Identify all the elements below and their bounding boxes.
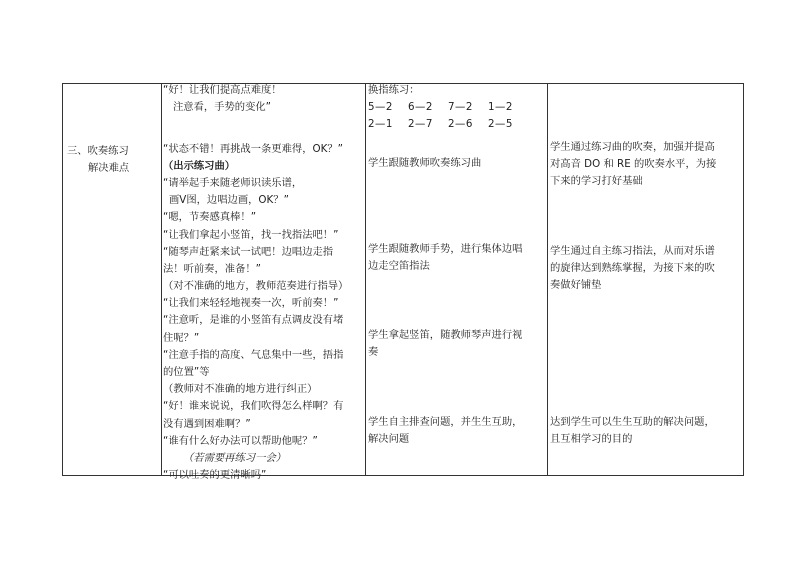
teacher-line: “可以吐奏的更清晰吗” [163, 469, 267, 482]
column-divider [161, 84, 162, 475]
intent-line: 达到学生可以生生互助的解决问题， [550, 416, 715, 429]
exercise-title: 换指练习： [368, 84, 420, 96]
design-intent-cell [550, 84, 716, 449]
teacher-line: “好！让我们提高点难度！ [163, 84, 282, 96]
teacher-line: 没有遇到困难啊？” [163, 417, 251, 430]
intent-line: 学生通过自主练习指法，从而对乐谱 [550, 244, 715, 257]
teacher-line: 住呢？” [163, 331, 200, 344]
stage-title: 三、吹奏练习 [67, 145, 129, 157]
teacher-line: “注意听，是谁的小竖笛有点调皮没有堵 [163, 314, 344, 327]
exercise-row: 5—2 6—2 7—2 1—2 [368, 101, 513, 114]
teacher-line: “好！谁来说说，我们吹得怎么样啊？有 [163, 400, 344, 413]
student-line: 奏 [368, 346, 379, 359]
teacher-line-bold: （出示练习曲） [163, 159, 236, 172]
teacher-line: “状态不错！再挑战一条更难得，OK？” [163, 142, 343, 155]
student-line: 学生跟随教师吹奏练习曲 [368, 156, 482, 169]
teacher-line: “注意手指的高度、气息集中一些，捂指 [163, 348, 344, 361]
intent-line: 的旋律达到熟练掌握，为接下来的吹 [550, 261, 715, 274]
column-divider [547, 84, 548, 475]
teacher-line: “让我们来轻轻地视奏一次，听前奏！” [163, 297, 339, 310]
teacher-line: 注意看，手势的变化” [173, 101, 272, 114]
student-line: 学生自主排查问题，并生生互助， [368, 415, 523, 428]
stage-subtitle: 解决难点 [88, 162, 130, 175]
teacher-line: “请举起手来随老师识读乐谱， [163, 176, 303, 189]
student-line: 边走空笛指法 [368, 259, 430, 272]
column-divider [365, 84, 366, 475]
teacher-activity-cell [163, 84, 348, 484]
teacher-line: “谁有什么好办法可以帮助他呢？” [163, 434, 318, 447]
teacher-line: 的位置”等 [163, 366, 210, 378]
teacher-line: 画Ⅴ图，边唱边画，OK？” [169, 194, 289, 207]
student-line: 解决问题 [368, 432, 410, 445]
exercise-row: 2—1 2—7 2—6 2—5 [368, 118, 513, 131]
teacher-line: “让我们拿起小竖笛，找一找指法吧！” [163, 228, 339, 241]
student-line: 学生拿起竖笛，随教师琴声进行视 [368, 329, 523, 342]
teacher-line: “随琴声赶紧来试一试吧！边唱边走指 [163, 245, 334, 258]
lesson-plan-table [62, 83, 744, 482]
teacher-line: “嗯，节奏感真棒！” [163, 211, 257, 224]
intent-line: 且互相学习的目的 [550, 433, 633, 446]
intent-line: 学生通过练习曲的吹奏，加强并提高 [550, 141, 715, 153]
intent-line: 对高音 DO 和 RE 的吹奏水平，为接 [550, 158, 717, 171]
blank-line [163, 116, 348, 133]
teacher-line: （对不准确的地方，教师范奏进行指导） [163, 280, 349, 293]
teacher-line: （教师对不准确的地方进行纠正） [163, 383, 318, 396]
intent-line: 下来的学习打好基础 [550, 175, 643, 188]
teacher-line-italic: （若需要再练习一会） [183, 451, 286, 464]
student-line: 学生跟随教师手势，进行集体边唱 [368, 242, 523, 255]
student-activity-cell [368, 84, 522, 448]
intent-line: 奏做好铺垫 [550, 278, 602, 291]
teacher-line: 法！听前奏，准备！” [163, 262, 262, 275]
stage-cell [67, 143, 129, 177]
